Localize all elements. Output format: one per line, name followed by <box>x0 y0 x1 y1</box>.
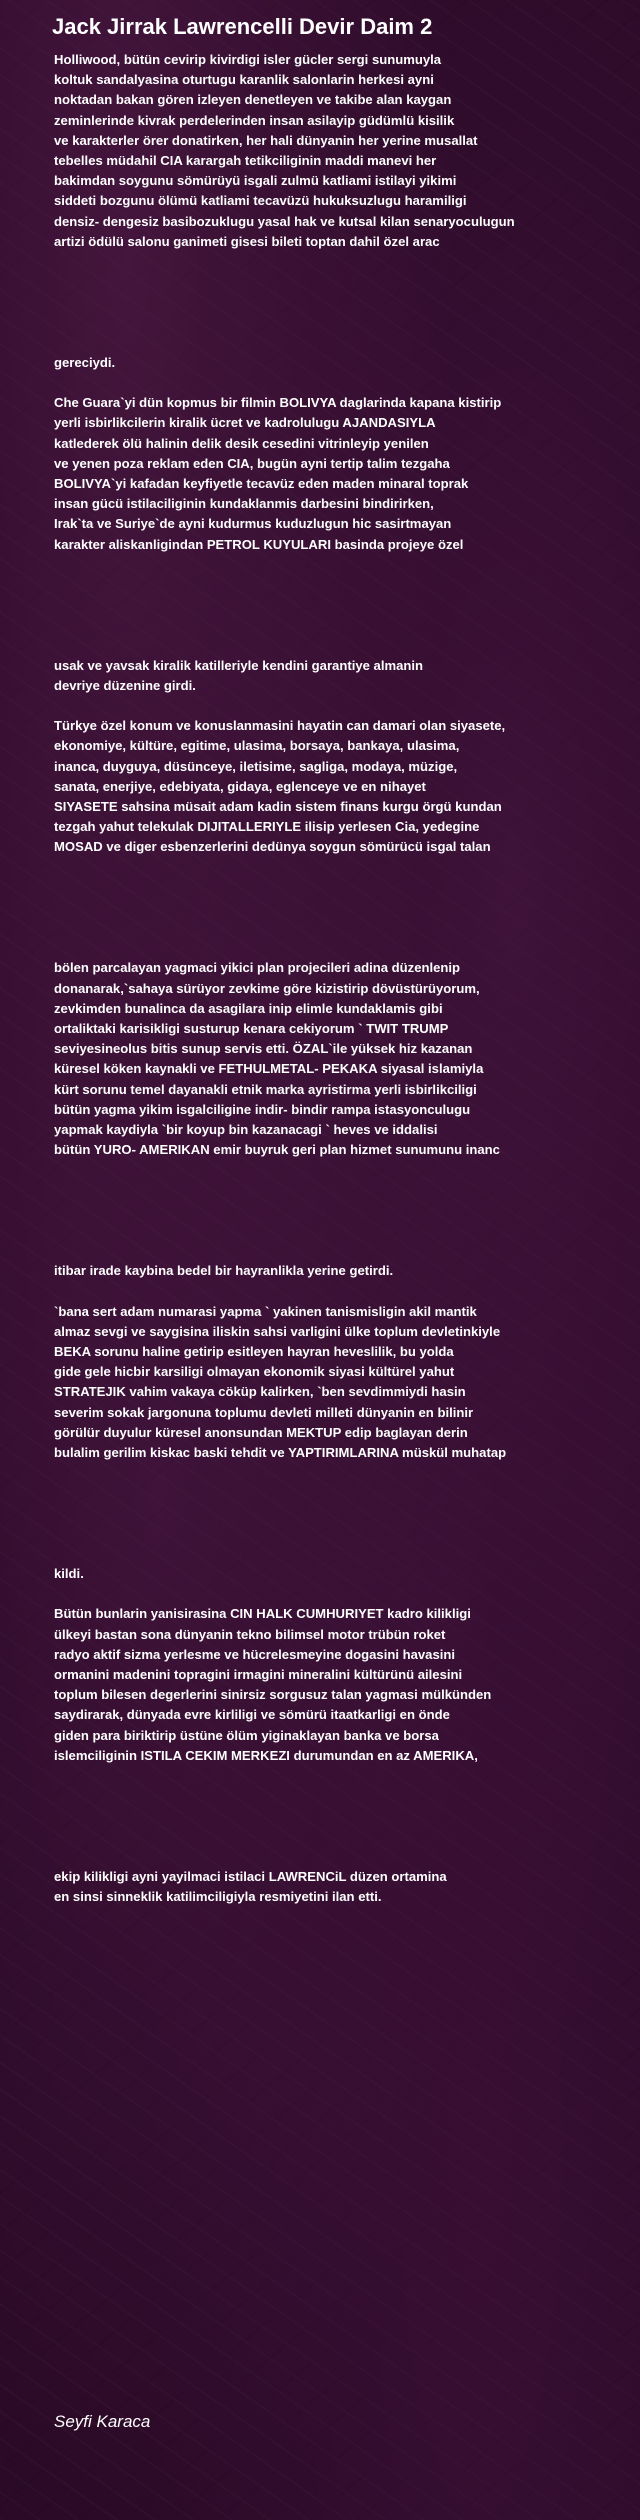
blank-line <box>54 1221 634 1241</box>
poem-line: zevkimden bunalinca da asagilara inip elimle kundaklamis gibi <box>54 1000 443 1016</box>
poem-line: giden para biriktirip üstüne ölüm yiginaklayan banka ve borsa <box>54 1727 439 1743</box>
poem-line: ekip kilikligi ayni yayilmaci istilaci LAWRENCiL düzen ortamina <box>54 1868 447 1884</box>
blank-line <box>54 555 634 575</box>
blank-line <box>54 898 634 918</box>
poem-line: kildi. <box>54 1566 84 1582</box>
blank-line <box>54 1504 634 1524</box>
poem-line: Irak`ta ve Suriye`de ayni kudurmus kuduzlugun hic sasirtmayan <box>54 516 452 532</box>
poem-line: ortaliktaki karisikligi susturup kenara cekiyorum ` TWIT TRUMP <box>54 1021 449 1036</box>
poem-line: artizi ödülü salonu ganimeti gisesi bileti toptan dahil özel arac <box>54 233 440 249</box>
blank-line <box>54 635 634 655</box>
poem-line: yapmak kaydiyla `bir koyup bin kazanacagi ` heves ve iddalisi <box>54 1121 438 1137</box>
blank-line <box>54 1181 634 1201</box>
blank-line <box>54 1281 634 1301</box>
poem-line: bütün yagma yikim isgalciligine indir- bindir rampa istasyonculugu <box>54 1101 471 1117</box>
poem-line: gide gele hicbir karsiligi olmayan ekonomik siyasi kültürel yahut <box>54 1364 455 1380</box>
poem-line: islemciliginin ISTILA CEKIM MERKEZI durumundan en az AMERIKA, <box>54 1747 478 1763</box>
poem-line: gereciydi. <box>54 354 116 370</box>
blank-line <box>54 252 634 272</box>
poem-line: Bütün bunlarin yanisirasina CIN HALK CUMHURIYET kadro kilikligi <box>54 1606 471 1622</box>
poem-line: BEKA sorunu haline getirip esitleyen hayran heveslilik, bu yolda <box>54 1344 454 1359</box>
blank-line <box>54 1584 634 1604</box>
blank-line <box>54 312 634 332</box>
blank-line <box>54 1201 634 1221</box>
blank-line <box>54 1806 634 1826</box>
blank-line <box>54 918 634 938</box>
poem-line: Che Guara`yi dün kopmus bir filmin BOLIVYA daglarinda kapana kistirip <box>54 395 502 411</box>
poem-line: ormanini madenini topragini irmagini mineralini kültürünü ailesini <box>54 1667 463 1682</box>
poem-line: itibar irade kaybina bedel bir hayranlikla yerine getirdi. <box>54 1263 394 1279</box>
poem-line: almaz sevgi ve saygisina iliskin sahsi varligini ülke toplum devletinkiyle <box>54 1323 501 1339</box>
poem-line: saydirarak, dünyada evre kirliligi ve sömürü itaatkarligi en önde <box>54 1707 450 1723</box>
poem-line: radyo aktif sizma yerlesme ve hücrelesmeyine dogasini havasini <box>54 1646 456 1662</box>
blank-line <box>54 1766 634 1786</box>
blank-line <box>54 595 634 615</box>
blank-line <box>54 1160 634 1180</box>
blank-line <box>54 373 634 393</box>
poem-line: Türkye özel konum ve konuslanmasini hayatin can damari olan siyasete, <box>54 718 506 734</box>
poem-title: Jack Jirrak Lawrencelli Devir Daim 2 <box>52 14 433 39</box>
poem-line: karakter aliskanligindan PETROL KUYULARI basinda projeye özel <box>54 536 464 552</box>
blank-line <box>54 1786 634 1806</box>
poem-line: zeminlerinde kivrak perdelerinden insan asilayip güdümlü kisilik <box>54 112 455 128</box>
blank-line <box>54 938 634 958</box>
poem-line: insan gücü istilaciliginin kundaklanmis darbesini bindirirken, <box>54 496 434 512</box>
poem-line: bulalim gerilim kiskac baski tehdit ve YAPTIRIMLARINA müskül muhatap <box>54 1444 507 1460</box>
poem-line: STRATEJIK vahim vakaya cöküp kalirken, `ben sevdimmiydi hasin <box>54 1384 466 1400</box>
poem-line: severim sokak jargonuna toplumu devleti milleti dünyanin en bilinir <box>54 1404 474 1420</box>
blank-line <box>54 292 634 312</box>
poem-author: Seyfi Karaca <box>54 2412 151 2431</box>
poem-line: MOSAD ve diger esbenzerlerini dedünya soygun sömürücü isgal talan <box>54 839 491 855</box>
poem-line: kürt sorunu temel dayanakli etnik marka ayristirma yerli isbirlikciligi <box>54 1081 477 1097</box>
poem-line: küresel köken kaynakli ve FETHULMETAL- PEKAKA siyasal islamiyla <box>54 1061 484 1077</box>
poem-line: ülkeyi bastan sona dünyanin tekno bilimsel motor trübün roket <box>54 1626 446 1642</box>
poem-line: siddeti bozgunu ölümü katliami tecavüzü hukuksuzlugu haramiligi <box>54 193 467 209</box>
poem-line: görülür duyulur küresel anonsundan MEKTUP edip baglayan derin <box>54 1424 468 1440</box>
poem-line: noktadan bakan gören izleyen denetleyen ve takibe alan kaygan <box>54 92 452 108</box>
poem-line: toplum bilesen degerlerini sinirsiz sorgusuz talan yagmasi mülkünden <box>54 1687 492 1703</box>
blank-line <box>54 1524 634 1544</box>
poem-line: SIYASETE sahsina müsait adam kadin sistem finans kurgu örgü kundan <box>54 798 502 814</box>
poem-line: Holliwood, bütün cevirip kivirdigi isler gücler sergi sunumuyla <box>54 52 442 67</box>
blank-line <box>54 1544 634 1564</box>
poem-line: yerli isbirlikcilerin kiralik ücret ve kadrolulugu AJANDASIYLA <box>54 415 436 431</box>
blank-line <box>54 1241 634 1261</box>
poem-body <box>54 50 634 1907</box>
blank-line <box>54 615 634 635</box>
poem-line: devriye düzenine girdi. <box>54 677 196 693</box>
poem-line: sanata, enerjiye, edebiyata, gidaya, eglenceye ve en nihayet <box>54 778 426 794</box>
blank-line <box>54 878 634 898</box>
poem-line: tebelles müdahil CIA karargah tetikciliginin maddi manevi her <box>54 152 437 168</box>
poem-line: densiz- dengesiz basibozuklugu yasal hak ve kutsal kilan senaryoculugun <box>54 213 515 229</box>
poem-line: bakimdan soygunu sömürüyü isgali zulmü katliami istilayi yikimi <box>54 173 457 189</box>
blank-line <box>54 1483 634 1503</box>
blank-line <box>54 1827 634 1847</box>
poem-line: bölen parcalayan yagmaci yikici plan projecileri adina düzenlenip <box>54 960 461 976</box>
blank-line <box>54 858 634 878</box>
poem-line: ekonomiye, kültüre, egitime, ulasima, borsaya, bankaya, ulasima, <box>54 738 460 754</box>
blank-line <box>54 272 634 292</box>
poem-line: seviyesineolus bitis sunup servis etti. ÖZAL`ile yüksek hiz kazanan <box>54 1041 473 1057</box>
poem-line: inanca, duyguya, düsünceye, iletisime, sagliga, modaya, müzige, <box>54 758 458 774</box>
poem-line: bütün YURO- AMERIKAN emir buyruk geri plan hizmet sunumunu inanc <box>54 1142 500 1158</box>
blank-line <box>54 333 634 353</box>
poem-line: `bana sert adam numarasi yapma ` yakinen tanismisligin akil mantik <box>54 1303 477 1319</box>
poem-line: ve yenen poza reklam eden CIA, bugün ayni tertip talim tezgaha <box>54 455 450 471</box>
poem-line: usak ve yavsak kiralik katilleriyle kendini garantiye almanin <box>54 657 424 673</box>
poem-line: tezgah yahut telekulak DIJITALLERIYLE ilisip yerlesen Cia, yedegine <box>54 819 480 835</box>
poem-line: en sinsi sinneklik katilimciligiyla resmiyetini ilan etti. <box>54 1889 382 1905</box>
poem-line: koltuk sandalyasina oturtugu karanlik salonlarin herkesi ayni <box>54 72 434 88</box>
blank-line <box>54 575 634 595</box>
blank-line <box>54 696 634 716</box>
blank-line <box>54 1847 634 1867</box>
poem-line: katlederek ölü halinin delik desik cesedini vitrinleyip yenilen <box>54 435 429 451</box>
poem-line: donanarak,`sahaya sürüyor zevkime göre kizistirip dövüstürüyorum, <box>54 980 480 996</box>
blank-line <box>54 1463 634 1483</box>
poem-line: BOLIVYA`yi kafadan keyfiyetle tecavüz eden maden minaral toprak <box>54 475 469 491</box>
poem-line: ve karakterler örer donatirken, her hali dünyanin her yerine musallat <box>54 132 478 148</box>
